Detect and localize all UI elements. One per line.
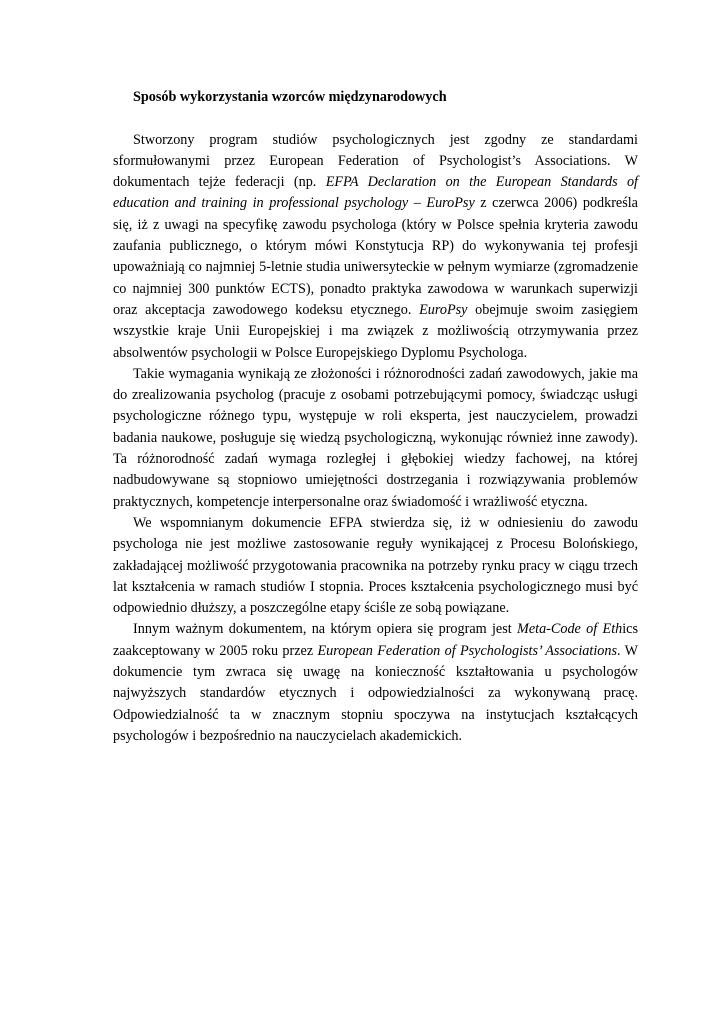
text-run: ics zaakceptowany w 2005 roku przez — [113, 621, 638, 659]
text-run: obejmuje swoim zasięgiem wszystkie kraje Unii Europejskiej i ma związek z możliwością otrzymywania przez absolwentów psychologii w Polsce Europejskiego Dyplomu Psychologa. — [113, 301, 638, 361]
paragraph-professional-tasks — [113, 364, 638, 513]
text-run: We wspomnianym dokumencie EFPA stwierdza się, iż w odniesieniu do zawodu psychologa nie jest możliwe zastosowanie reguły wynikającej z Procesu Bolońskiego, zakładającej możliwość przygotowania pracownika na potrzeby rynku pracy w ciągu trzech lat kształcenia w ramach studiów I stopnia. Proces kształcenia psychologicznego musi być odpowiednio dłuższy, a poszczególne etapy ściśle ze sobą powiązane. — [113, 514, 638, 617]
paragraph-bologna-process — [113, 513, 638, 619]
document-body — [113, 87, 638, 747]
text-run: . W dokumencie tym zwraca się uwagę na konieczność kształtowania u psychologów najwyższych standardów etycznych i odpowiedzialności za wykonywaną pracę. Odpowiedzialność ta w znacznym stopniu spoczywa na instytucjach kształcących psychologów i bezpośrednio na nauczycielach akademickich. — [113, 642, 638, 744]
italic-title-meta-code: Meta-Code of Eth — [517, 621, 623, 638]
spacer — [113, 108, 638, 129]
italic-org-name: European Federation of Psychologists’ Associations — [317, 642, 617, 659]
text-run: Innym ważnym dokumentem, na którym opiera się program jest — [133, 621, 518, 638]
text-run: Takie wymagania wynikają ze złożoności i różnorodności zadań zawodowych, jakie ma do zrealizowania psycholog (pracuje z osobami potrzebującymi pomocy, świadcząc usługi psychologiczne różnego typu, występuje w roli eksperta, jest nauczycielem, prowadzi badania naukowe, posługuje się wiedzą psychologiczną, wykonując również inne zawody). Ta różnorodność zadań wymaga rozległej i głębokiej wiedzy fachowej, na której nadbudowywane są stopniowo umiejętności dostrzegania i rozwiązywania problemów praktycznych, kompetencje interpersonalne oraz świadomość i wrażliwość etyczna. — [113, 365, 638, 510]
italic-term-europsy: EuroPsy — [419, 301, 468, 318]
italic-title-efpa-declaration: EFPA Declaration on the European Standards of education and training in professional psychology – EuroPsy — [113, 174, 638, 212]
paragraph-efpa-standards — [113, 130, 638, 364]
paragraph-meta-code — [113, 619, 638, 747]
text-run: Stworzony program studiów psychologicznych jest zgodny ze standardami sformułowanymi przez European Federation of Psychologist’s Associations. W dokumentach tejże federacji (np. — [113, 131, 638, 191]
section-heading: Sposób wykorzystania wzorców międzynarodowych — [133, 89, 447, 105]
text-run: z czerwca 2006) podkreśla się, iż z uwagi na specyfikę zawodu psychologa (który w Polsce spełnia kryteria zawodu zaufania publicznego, o którym mówi Konstytucja RP) do wykonywania tej profesji upoważniają co najmniej 5-letnie studia uniwersyteckie w pełnym wymiarze (zgromadzenie co najmniej 300 punktów ECTS), ponadto praktyka zawodowa w warunkach superwizji oraz akceptacja zawodowego kodeksu etycznego. — [113, 195, 638, 318]
